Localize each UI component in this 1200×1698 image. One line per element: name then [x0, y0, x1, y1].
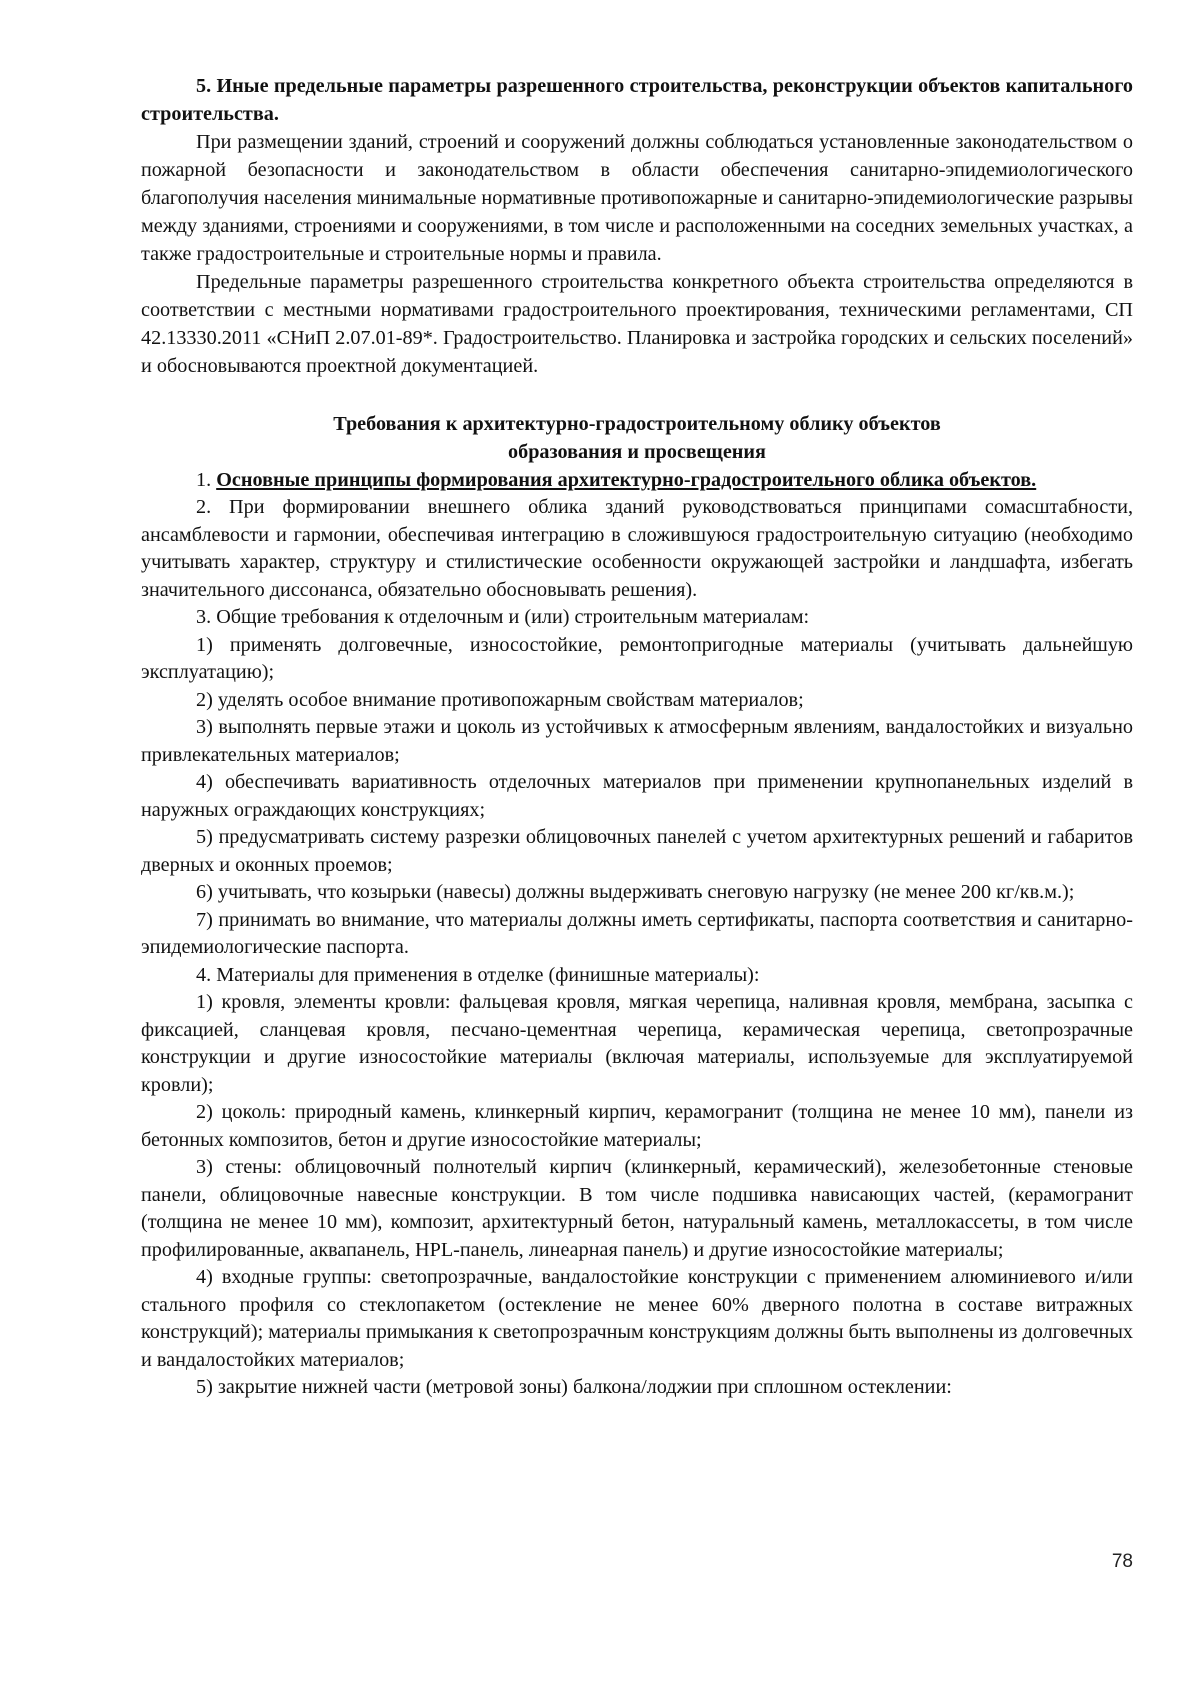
item-3-sub-5: 5) предусматривать систему разрезки облицовочных панелей с учетом архитектурных решений и габаритов дверных и оконных проемов;	[141, 826, 1133, 876]
section-5-paragraph-1: При размещении зданий, строений и сооружений должны соблюдаться установленные законодательством о пожарной безопасности и законодательством в области обеспечения санитарно-эпидемиологического благополучия населения минимальные нормативные противопожарные и санитарно-эпидемиологические разрывы между зданиями, строениями и сооружениями, в том числе и расположенными на соседних земельных участках, а также градостроительные и строительные нормы и правила.	[141, 131, 1133, 265]
requirements-item-2: 2. При формировании внешнего облика зданий руководствоваться принципами сомасштабности, ансамблевости и гармонии, обеспечивая интеграцию в сложившуюся градостроительную ситуацию (необходимо учитывать характер, структуру и стилистические особенности окружающей застройки и ландшафта, избегать значительного диссонанса, обязательно обосновывать решения).	[141, 496, 1133, 601]
page-number: 78	[1111, 1551, 1133, 1572]
item-1-heading: Основные принципы формирования архитектурно-градостроительного облика объектов.	[216, 469, 1037, 491]
item-3-sub-7: 7) принимать во внимание, что материалы должны иметь сертификаты, паспорта соответствия и санитарно-эпидемиологические паспорта.	[141, 908, 1133, 958]
item-3-sub-4: 4) обеспечивать вариативность отделочных материалов при применении крупнопанельных изделий в наружных ограждающих конструкциях;	[141, 771, 1133, 821]
item-4-sub-2: 2) цоколь: природный камень, клинкерный кирпич, керамогранит (толщина не менее 10 мм), панели из бетонных композитов, бетон и другие износостойкие материалы;	[141, 1101, 1133, 1151]
item-3-sub-3: 3) выполнять первые этажи и цоколь из устойчивых к атмосферным явлениям, вандалостойких и визуально привлекательных материалов;	[141, 716, 1133, 766]
requirements-item-3: 3. Общие требования к отделочным и (или) строительным материалам:	[196, 606, 810, 628]
item-3-sub-2: 2) уделять особое внимание противопожарным свойствам материалов;	[196, 688, 804, 711]
section-5-paragraph-2: Предельные параметры разрешенного строительства конкретного объекта строительства определяются в соответствии с местными нормативами градостроительного проектирования, техническими регламентами, СП 42.13330.2011 «СНиП 2.07.01-89*. Градостроительство. Планировка и застройка городских и сельских поселений» и обосновываются проектной документацией.	[141, 271, 1133, 377]
item-3-sub-1: 1) применять долговечные, износостойкие, ремонтопригодные материалы (учитывать дальнейшую эксплуатацию);	[141, 633, 1133, 683]
spacer	[141, 380, 1133, 410]
requirements-title-line-1: Требования к архитектурно-градостроительному облику объектов	[333, 413, 941, 435]
item-4-sub-4: 4) входные группы: светопрозрачные, вандалостойкие конструкции с применением алюминиевого и/или стального профиля со стеклопакетом (остекление не менее 60% дверного полотна в составе витражных конструкций); материалы примыкания к светопрозрачным конструкциям должны быть выполнены из долговечных и вандалостойких материалов;	[141, 1266, 1133, 1371]
requirements-title-line-2: образования и просвещения	[508, 441, 766, 463]
requirements-item-1	[141, 466, 1133, 494]
item-3-sub-6: 6) учитывать, что козырьки (навесы) должны выдерживать снеговую нагрузку (не менее 200 кг/кв.м.);	[196, 881, 1075, 903]
requirements-item-4: 4. Материалы для применения в отделке (финишные материалы):	[196, 963, 760, 986]
item-4-sub-1: 1) кровля, элементы кровли: фальцевая кровля, мягкая черепица, наливная кровля, мембрана, засыпка с фиксацией, сланцевая кровля, песчано-цементная черепица, керамическая черепица, светопрозрачные конструкции и другие износостойкие материалы (включая материалы, используемые для эксплуатируемой кровли);	[141, 991, 1133, 1096]
section-5-heading: 5. Иные предельные параметры разрешенного строительства, реконструкции объектов капитального строительства.	[141, 75, 1133, 125]
item-1-number: 1.	[196, 469, 212, 491]
document-page	[141, 72, 1133, 1402]
item-4-sub-3: 3) стены: облицовочный полнотелый кирпич (клинкерный, керамический), железобетонные стеновые панели, облицовочные навесные конструкции. В том числе подшивка нависающих частей, (керамогранит (толщина не менее 10 мм), композит, архитектурный бетон, натуральный камень, металлокассеты, в том числе профилированные, аквапанель, HPL-панель, линеарная панель) и другие износостойкие материалы;	[141, 1156, 1133, 1261]
item-4-sub-5: 5) закрытие нижней части (метровой зоны) балкона/лоджии при сплошном остеклении:	[196, 1376, 952, 1398]
